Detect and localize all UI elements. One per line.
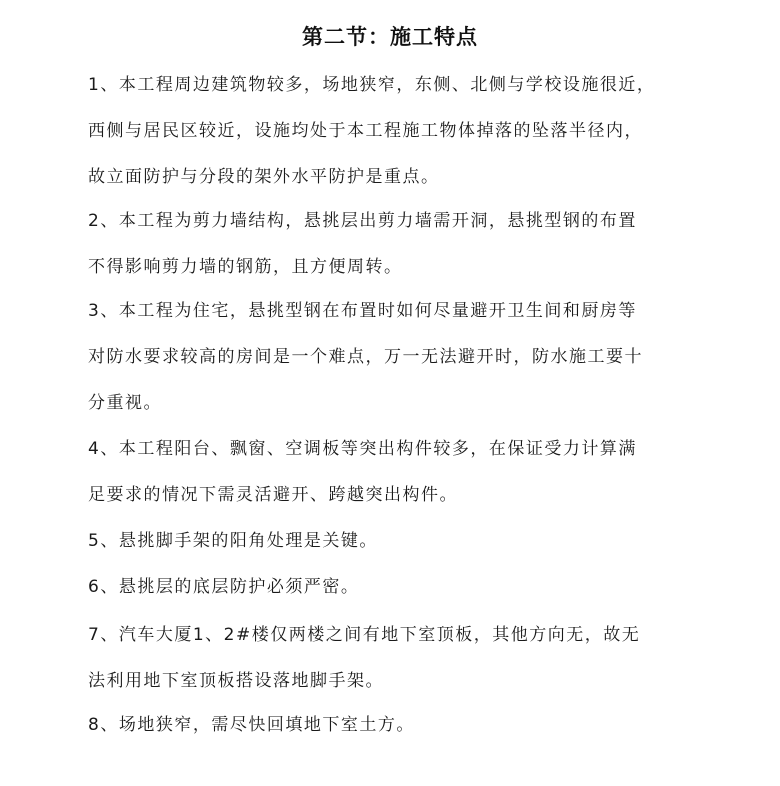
paragraph-line: 故立面防护与分段的架外水平防护是重点。 bbox=[88, 167, 440, 187]
list-item-2 bbox=[88, 198, 708, 290]
paragraph-line: 6、悬挑层的底层防护必须严密。 bbox=[88, 577, 360, 597]
list-item-8 bbox=[88, 702, 708, 748]
list-item-3 bbox=[88, 288, 708, 426]
list-item-7 bbox=[88, 612, 708, 704]
paragraph-line: 不得影响剪力墙的钢筋，且方便周转。 bbox=[88, 257, 403, 277]
paragraph-line: 1、本工程周边建筑物较多，场地狭窄，东侧、北侧与学校设施很近， bbox=[88, 75, 656, 95]
paragraph-line: 2、本工程为剪力墙结构，悬挑层出剪力墙需开洞，悬挑型钢的布置 bbox=[88, 211, 637, 231]
paragraph-line: 5、悬挑脚手架的阳角处理是关键。 bbox=[88, 531, 378, 551]
paragraph-line: 西侧与居民区较近，设施均处于本工程施工物体掉落的坠落半径内， bbox=[88, 121, 643, 141]
paragraph-line: 法利用地下室顶板搭设落地脚手架。 bbox=[88, 671, 384, 691]
section-title: 第二节：施工特点 bbox=[302, 25, 478, 49]
paragraph-line: 8、场地狭窄，需尽快回填地下室土方。 bbox=[88, 715, 415, 735]
paragraph-line: 分重视。 bbox=[88, 393, 162, 413]
paragraph-line: 对防水要求较高的房间是一个难点，万一无法避开时，防水施工要十 bbox=[88, 347, 643, 367]
paragraph-line: 足要求的情况下需灵活避开、跨越突出构件。 bbox=[88, 485, 458, 505]
paragraph-line: 4、本工程阳台、飘窗、空调板等突出构件较多，在保证受力计算满 bbox=[88, 439, 637, 459]
list-item-1 bbox=[88, 62, 708, 200]
paragraph-line: 7、汽车大厦1、2#楼仅两楼之间有地下室顶板，其他方向无，故无 bbox=[88, 625, 641, 645]
list-item-5 bbox=[88, 518, 708, 564]
list-item-6 bbox=[88, 564, 708, 610]
list-item-4 bbox=[88, 426, 708, 518]
paragraph-line: 3、本工程为住宅，悬挑型钢在布置时如何尽量避开卫生间和厨房等 bbox=[88, 301, 637, 321]
